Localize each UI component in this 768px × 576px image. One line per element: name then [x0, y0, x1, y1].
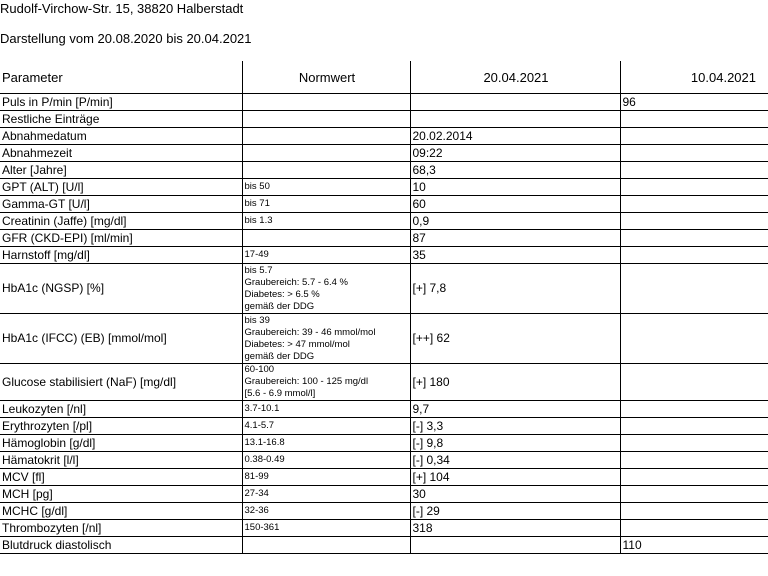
- table-row: [0, 520, 768, 537]
- practice-address: Rudolf-Virchow-Str. 15, 38820 Halberstadt: [0, 1, 244, 16]
- table-row: [0, 247, 768, 264]
- normwert-cell: [242, 213, 410, 230]
- table-row: [0, 401, 768, 418]
- value-date2: [620, 179, 768, 196]
- normwert-cell: [242, 435, 410, 452]
- lab-results-table: [0, 61, 768, 554]
- normwert-cell: [242, 364, 410, 401]
- normwert-cell: [242, 94, 410, 111]
- table-row: [0, 213, 768, 230]
- value-date1: [+] 7,8: [410, 264, 620, 314]
- value-date1: [-] 9,8: [410, 435, 620, 452]
- value-date1: 87: [410, 230, 620, 247]
- date-range: Darstellung vom 20.08.2020 bis 20.04.2021: [0, 31, 252, 46]
- table-row: [0, 111, 768, 128]
- normwert-cell: [242, 247, 410, 264]
- normwert-cell: [242, 486, 410, 503]
- table-row: [0, 452, 768, 469]
- column-header-date2: 10.04.2021: [620, 61, 768, 94]
- parameter-name: MCHC [g/dl]: [0, 503, 242, 520]
- normwert-cell: [242, 418, 410, 435]
- parameter-name: Hämoglobin [g/dl]: [0, 435, 242, 452]
- value-date1: 35: [410, 247, 620, 264]
- parameter-name: Blutdruck diastolisch: [0, 537, 242, 554]
- normwert-cell: [242, 520, 410, 537]
- parameter-name: Hämatokrit [l/l]: [0, 452, 242, 469]
- value-date2: [620, 213, 768, 230]
- value-date2: [620, 452, 768, 469]
- value-date1: [-] 0,34: [410, 452, 620, 469]
- parameter-name: Leukozyten [/nl]: [0, 401, 242, 418]
- parameter-name: MCH [pg]: [0, 486, 242, 503]
- parameter-name: Erythrozyten [/pl]: [0, 418, 242, 435]
- normwert-line: 81-99: [244, 471, 269, 482]
- table-row: [0, 469, 768, 486]
- table-row: [0, 486, 768, 503]
- value-date1: 30: [410, 486, 620, 503]
- normwert-cell: [242, 264, 410, 314]
- value-date2: [620, 162, 768, 179]
- parameter-name: HbA1c (NGSP) [%]: [0, 264, 242, 314]
- value-date1: 0,9: [410, 213, 620, 230]
- normwert-line: bis 1.3: [244, 215, 273, 226]
- table-header-row: [0, 61, 768, 94]
- normwert-line: bis 71: [244, 198, 270, 209]
- normwert-line: 4.1-5.7: [244, 420, 275, 431]
- column-header-normwert: Normwert: [242, 61, 410, 94]
- normwert-cell: [242, 128, 410, 145]
- value-date2: 110: [620, 537, 768, 554]
- value-date1: 10: [410, 179, 620, 196]
- value-date2: [620, 435, 768, 452]
- parameter-name: Abnahmezeit: [0, 145, 242, 162]
- parameter-name: GFR (CKD-EPI) [ml/min]: [0, 230, 242, 247]
- parameter-name: Gamma-GT [U/l]: [0, 196, 242, 213]
- normwert-line: Diabetes: > 47 mmol/mol: [244, 338, 350, 350]
- normwert-line: 27-34: [244, 488, 269, 499]
- normwert-cell: [242, 196, 410, 213]
- parameter-name: Glucose stabilisiert (NaF) [mg/dl]: [0, 364, 242, 401]
- value-date1: 60: [410, 196, 620, 213]
- normwert-line: 17-49: [244, 249, 269, 260]
- normwert-line: Graubereich: 100 - 125 mg/dl: [244, 376, 369, 387]
- value-date2: [620, 128, 768, 145]
- parameter-name: Harnstoff [mg/dl]: [0, 247, 242, 264]
- normwert-cell: [242, 469, 410, 486]
- value-date1: [410, 537, 620, 554]
- column-header-parameter: Parameter: [0, 61, 242, 94]
- value-date1: 318: [410, 520, 620, 537]
- normwert-line: bis 39: [244, 314, 270, 326]
- parameter-name: Thrombozyten [/nl]: [0, 520, 242, 537]
- normwert-cell: [242, 145, 410, 162]
- normwert-cell: [242, 537, 410, 554]
- value-date2: [620, 469, 768, 486]
- value-date1: [-] 3,3: [410, 418, 620, 435]
- normwert-cell: [242, 503, 410, 520]
- table-row: [0, 435, 768, 452]
- normwert-line: Diabetes: > 6.5 %: [244, 288, 320, 300]
- table-row: [0, 364, 768, 401]
- table-body: [0, 94, 768, 554]
- normwert-line: Graubereich: 39 - 46 mmol/mol: [244, 326, 376, 338]
- normwert-cell: [242, 162, 410, 179]
- value-date1: 9,7: [410, 401, 620, 418]
- value-date2: [620, 520, 768, 537]
- normwert-line: [5.6 - 6.9 mmol/l]: [244, 388, 316, 399]
- normwert-cell: [242, 111, 410, 128]
- column-header-date1: 20.04.2021: [410, 61, 620, 94]
- normwert-line: Graubereich: 5.7 - 6.4 %: [244, 276, 348, 288]
- value-date2: [620, 486, 768, 503]
- value-date2: [620, 314, 768, 364]
- value-date2: [620, 364, 768, 401]
- value-date2: [620, 247, 768, 264]
- value-date2: [620, 145, 768, 162]
- normwert-line: 60-100: [244, 364, 275, 375]
- parameter-name: Restliche Einträge: [0, 111, 242, 128]
- value-date2: [620, 401, 768, 418]
- normwert-cell: [242, 314, 410, 364]
- parameter-name: GPT (ALT) [U/l]: [0, 179, 242, 196]
- table-row: [0, 145, 768, 162]
- table-row: [0, 537, 768, 554]
- table-row: [0, 128, 768, 145]
- parameter-name: HbA1c (IFCC) (EB) [mmol/mol]: [0, 314, 242, 364]
- value-date1: 68,3: [410, 162, 620, 179]
- value-date1: [++] 62: [410, 314, 620, 364]
- table-row: [0, 418, 768, 435]
- parameter-name: Creatinin (Jaffe) [mg/dl]: [0, 213, 242, 230]
- value-date2: [620, 503, 768, 520]
- normwert-line: 3.7-10.1: [244, 403, 280, 414]
- normwert-line: bis 50: [244, 181, 270, 192]
- table-row: [0, 314, 768, 364]
- value-date2: [620, 418, 768, 435]
- normwert-cell: [242, 452, 410, 469]
- value-date1: [410, 111, 620, 128]
- normwert-line: 150-361: [244, 522, 280, 533]
- normwert-line: bis 5.7: [244, 264, 273, 276]
- parameter-name: Abnahmedatum: [0, 128, 242, 145]
- table-row: [0, 162, 768, 179]
- table-row: [0, 179, 768, 196]
- value-date1: [-] 29: [410, 503, 620, 520]
- value-date2: [620, 111, 768, 128]
- value-date1: 20.02.2014: [410, 128, 620, 145]
- normwert-line: 13.1-16.8: [244, 437, 285, 448]
- parameter-name: Puls in P/min [P/min]: [0, 94, 242, 111]
- normwert-cell: [242, 230, 410, 247]
- table-row: [0, 503, 768, 520]
- normwert-cell: [242, 401, 410, 418]
- value-date2: [620, 196, 768, 213]
- value-date1: [+] 104: [410, 469, 620, 486]
- normwert-line: 32-36: [244, 505, 269, 516]
- table-row: [0, 264, 768, 314]
- parameter-name: Alter [Jahre]: [0, 162, 242, 179]
- value-date1: [+] 180: [410, 364, 620, 401]
- value-date2: [620, 264, 768, 314]
- parameter-name: MCV [fl]: [0, 469, 242, 486]
- table-row: [0, 230, 768, 247]
- value-date1: 09:22: [410, 145, 620, 162]
- normwert-cell: [242, 179, 410, 196]
- value-date2: 96: [620, 94, 768, 111]
- value-date2: [620, 230, 768, 247]
- normwert-line: 0.38-0.49: [244, 454, 285, 465]
- normwert-line: gemäß der DDG: [244, 350, 315, 362]
- table-row: [0, 94, 768, 111]
- table-row: [0, 196, 768, 213]
- value-date1: [410, 94, 620, 111]
- normwert-line: gemäß der DDG: [244, 300, 315, 312]
